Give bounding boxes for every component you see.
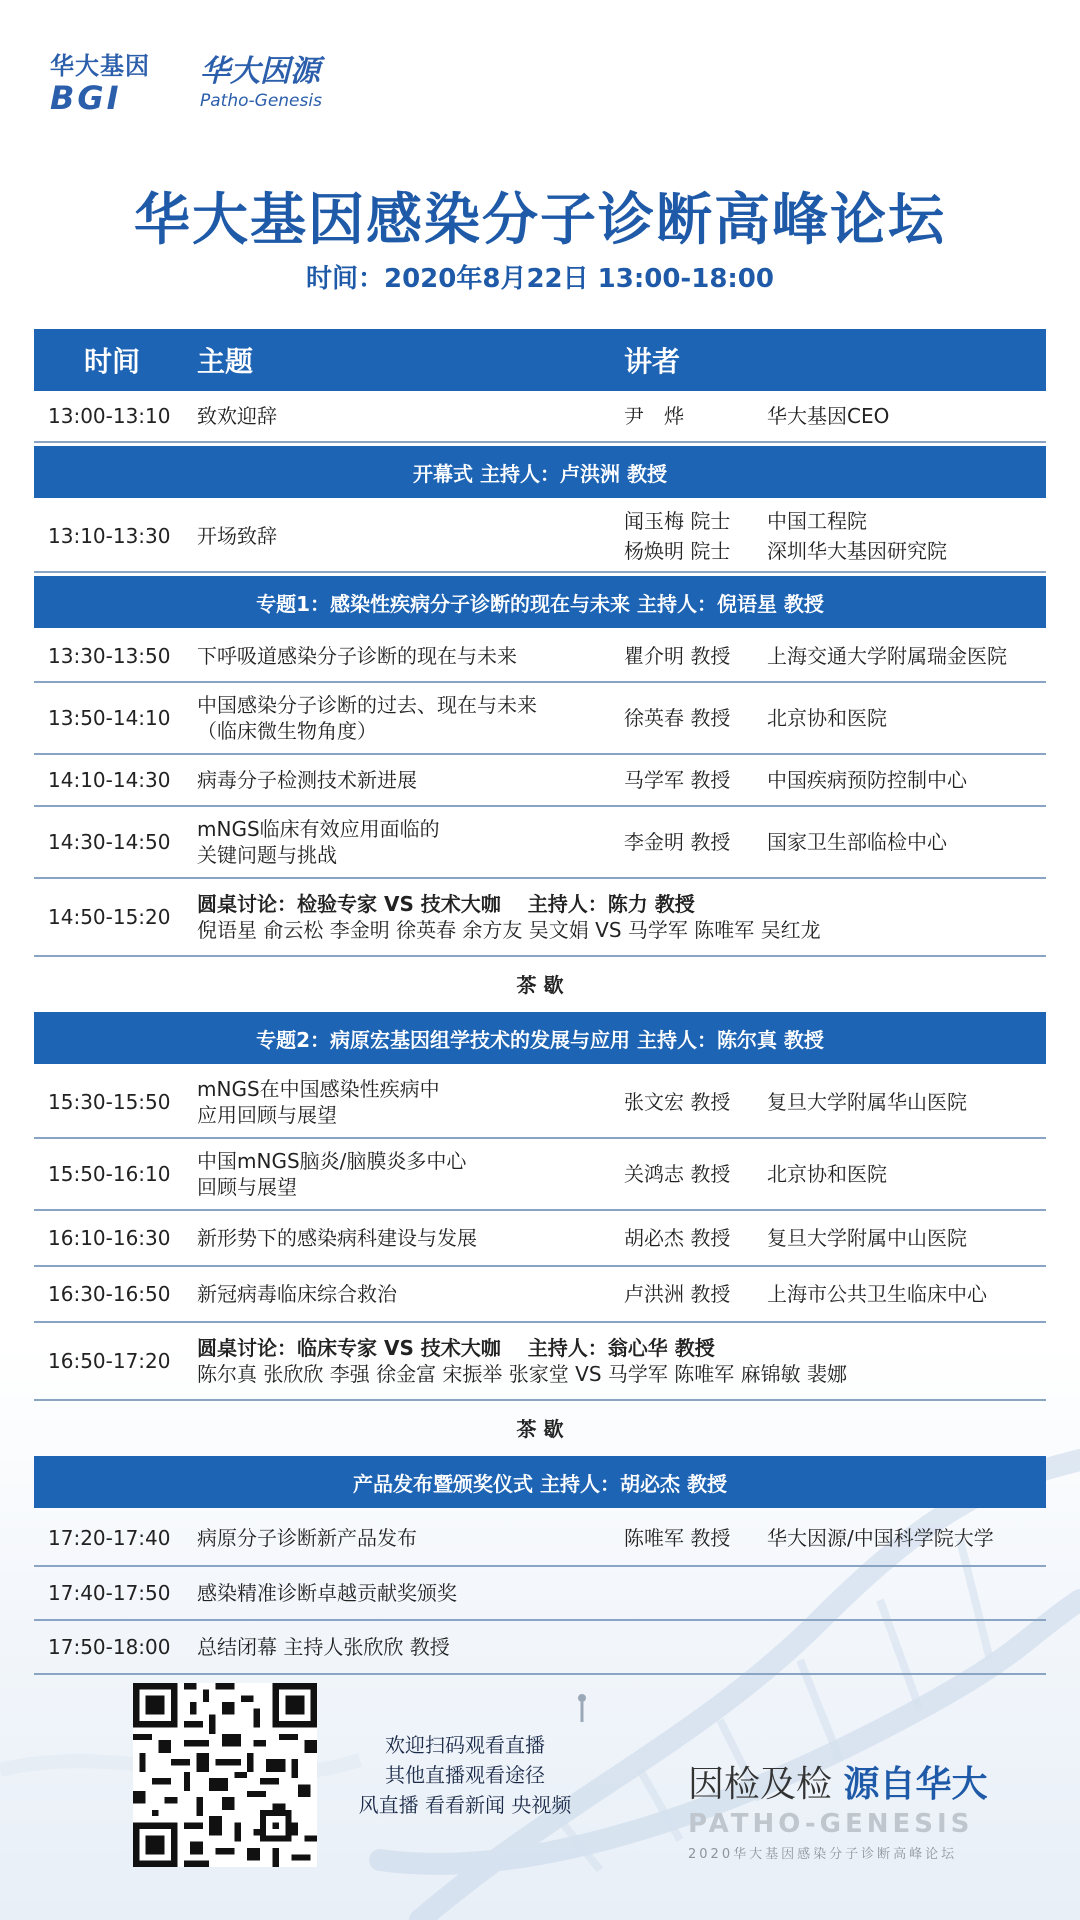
event-time: 时间：2020年8月22日 13:00-18:00 xyxy=(305,264,774,294)
row-topic xyxy=(197,1148,624,1200)
table-row xyxy=(34,391,1046,443)
row-speaker: 尹 烨 xyxy=(624,404,684,428)
slogan-main xyxy=(688,1756,1048,1807)
qr-line: 其他直播观看途径 xyxy=(385,1763,545,1787)
table-row xyxy=(34,1511,1046,1567)
row-topic: 感染精准诊断卓越贡献奖颁奖 xyxy=(197,1581,457,1605)
slogan-en: PATHO-GENESIS xyxy=(688,1809,974,1839)
patho-logo-en: Patho-Genesis xyxy=(200,91,322,111)
table-row xyxy=(34,1267,1046,1323)
table-row xyxy=(34,631,1046,683)
row-org: 北京协和医院 xyxy=(767,1162,887,1186)
row-topic xyxy=(197,692,624,744)
section-topic-1: 专题1：感染性疾病分子诊断的现在与未来 主持人：倪语星 教授 xyxy=(34,576,1046,628)
row-time: 14:10-14:30 xyxy=(48,768,171,792)
roundtable-title xyxy=(197,1335,1046,1361)
row-time: 14:50-15:20 xyxy=(48,905,171,929)
row-org: 华大因源/中国科学院大学 xyxy=(767,1526,994,1550)
table-row xyxy=(34,1139,1046,1211)
table-row xyxy=(34,807,1046,879)
row-speakers xyxy=(624,506,767,566)
table-row xyxy=(34,683,1046,755)
bgi-logo-en: BGI xyxy=(50,79,122,117)
slogan-part1: 因检及检 xyxy=(688,1764,833,1805)
roundtable-title-text: 圆桌讨论：检验专家 VS 技术大咖 主持人：陈力 教授 xyxy=(197,892,695,916)
row-speaker: 李金明 教授 xyxy=(624,830,731,854)
row-orgs xyxy=(767,506,1046,566)
table-row xyxy=(34,755,1046,807)
row-topic xyxy=(197,1076,624,1128)
slogan xyxy=(688,1756,1048,1862)
row-speaker: 张文宏 教授 xyxy=(624,1090,731,1114)
row-org: 华大基因CEO xyxy=(767,404,890,428)
row-topic-line: 中国mNGS脑炎/脑膜炎多中心 xyxy=(197,1149,467,1173)
row-topic: 病毒分子检测技术新进展 xyxy=(197,768,417,792)
row-org: 复旦大学附属中山医院 xyxy=(767,1226,967,1250)
row-topic-line: 中国感染分子诊断的过去、现在与未来 xyxy=(197,693,537,717)
qr-code[interactable] xyxy=(133,1683,317,1867)
row-topic: 总结闭幕 主持人张欣欣 教授 xyxy=(197,1635,450,1659)
row-time: 16:50-17:20 xyxy=(48,1349,171,1373)
row-time: 17:20-17:40 xyxy=(48,1526,171,1550)
section-product-launch: 产品发布暨颁奖仪式 主持人：胡必杰 教授 xyxy=(34,1456,1046,1508)
row-speaker: 关鸿志 教授 xyxy=(624,1162,731,1186)
row-org: 深圳华大基因研究院 xyxy=(767,539,947,563)
slogan-part2: 源自华大 xyxy=(843,1764,988,1805)
row-topic-line: 回顾与展望 xyxy=(197,1175,297,1199)
row-speaker: 瞿介明 教授 xyxy=(624,644,731,668)
qr-line: 风直播 看看新闻 央视频 xyxy=(358,1793,572,1817)
row-org: 中国工程院 xyxy=(767,509,867,533)
row-speaker: 杨焕明 院士 xyxy=(624,539,731,563)
table-row xyxy=(34,501,1046,573)
tea-break: 茶 歇 xyxy=(516,972,564,997)
table-row-roundtable xyxy=(34,879,1046,957)
schedule-header xyxy=(34,329,1046,391)
qr-instructions xyxy=(320,1730,610,1820)
row-topic: 新形势下的感染病科建设与发展 xyxy=(197,1226,477,1250)
row-time: 13:30-13:50 xyxy=(48,644,171,668)
row-time: 13:10-13:30 xyxy=(48,524,171,548)
row-time: 17:50-18:00 xyxy=(48,1635,171,1659)
roundtable-title xyxy=(197,891,1046,917)
logo-bar xyxy=(50,52,380,122)
row-org: 北京协和医院 xyxy=(767,706,887,730)
roundtable-people: 陈尔真 张欣欣 李强 徐金富 宋振举 张家堂 VS 马学军 陈唯军 麻锦敏 裴娜 xyxy=(197,1362,847,1386)
row-topic: 下呼吸道感染分子诊断的现在与未来 xyxy=(197,644,517,668)
row-org: 上海交通大学附属瑞金医院 xyxy=(767,644,1007,668)
bgi-logo-cn: 华大基因 xyxy=(50,52,150,80)
row-speaker: 陈唯军 教授 xyxy=(624,1526,731,1550)
row-speaker: 闻玉梅 院士 xyxy=(624,509,731,533)
row-topic-line: mNGS临床有效应用面临的 xyxy=(197,817,440,841)
table-row xyxy=(34,1211,1046,1267)
row-topic: 新冠病毒临床综合救治 xyxy=(197,1282,397,1306)
slogan-sub: 2020华大基因感染分子诊断高峰论坛 xyxy=(688,1847,958,1862)
row-org: 复旦大学附属华山医院 xyxy=(767,1090,967,1114)
row-speaker: 胡必杰 教授 xyxy=(624,1226,731,1250)
row-time: 15:30-15:50 xyxy=(48,1090,171,1114)
header-speaker: 讲者 xyxy=(624,345,681,378)
row-time: 16:30-16:50 xyxy=(48,1282,171,1306)
row-speaker: 马学军 教授 xyxy=(624,768,731,792)
header-topic: 主题 xyxy=(197,345,254,378)
qr-line: 欢迎扫码观看直播 xyxy=(385,1733,545,1757)
bgi-logo xyxy=(50,52,170,116)
section-topic-2: 专题2：病原宏基因组学技术的发展与应用 主持人：陈尔真 教授 xyxy=(34,1012,1046,1064)
section-opening: 开幕式 主持人：卢洪洲 教授 xyxy=(34,446,1046,498)
roundtable-title-text: 圆桌讨论：临床专家 VS 技术大咖 主持人：翁心华 教授 xyxy=(197,1336,715,1360)
row-topic-line: （临床微生物角度） xyxy=(197,719,377,743)
header-time: 时间 xyxy=(84,345,141,378)
table-row-roundtable xyxy=(34,1323,1046,1401)
table-row xyxy=(34,1621,1046,1675)
row-topic: 致欢迎辞 xyxy=(197,404,277,428)
roundtable-people: 倪语星 俞云松 李金明 徐英春 余方友 吴文娟 VS 马学军 陈唯军 吴红龙 xyxy=(197,918,821,942)
row-topic-line: mNGS在中国感染性疾病中 xyxy=(197,1077,440,1101)
table-row xyxy=(34,1567,1046,1621)
row-org: 中国疾病预防控制中心 xyxy=(767,768,967,792)
row-topic-line: 应用回顾与展望 xyxy=(197,1103,337,1127)
row-topic: 开场致辞 xyxy=(197,524,277,548)
table-row xyxy=(34,1067,1046,1139)
tea-break: 茶 歇 xyxy=(516,1416,564,1441)
row-time: 13:50-14:10 xyxy=(48,706,171,730)
row-topic: 病原分子诊断新产品发布 xyxy=(197,1526,417,1550)
row-org: 国家卫生部临检中心 xyxy=(767,830,947,854)
row-time: 17:40-17:50 xyxy=(48,1581,171,1605)
schedule-table xyxy=(34,329,1046,1675)
roundtable-content xyxy=(197,891,1046,943)
row-topic-line: 关键问题与挑战 xyxy=(197,843,337,867)
row-speaker: 卢洪洲 教授 xyxy=(624,1282,731,1306)
row-time: 13:00-13:10 xyxy=(48,404,171,428)
row-time: 16:10-16:30 xyxy=(48,1226,171,1250)
row-org: 上海市公共卫生临床中心 xyxy=(767,1282,987,1306)
patho-logo-cn: 华大因源 xyxy=(200,54,320,89)
page-title: 华大基因感染分子诊断高峰论坛 xyxy=(134,188,946,253)
patho-genesis-logo xyxy=(200,52,380,112)
roundtable-content xyxy=(197,1335,1046,1387)
row-topic xyxy=(197,816,624,868)
row-time: 14:30-14:50 xyxy=(48,830,171,854)
row-speaker: 徐英春 教授 xyxy=(624,706,731,730)
row-time: 15:50-16:10 xyxy=(48,1162,171,1186)
